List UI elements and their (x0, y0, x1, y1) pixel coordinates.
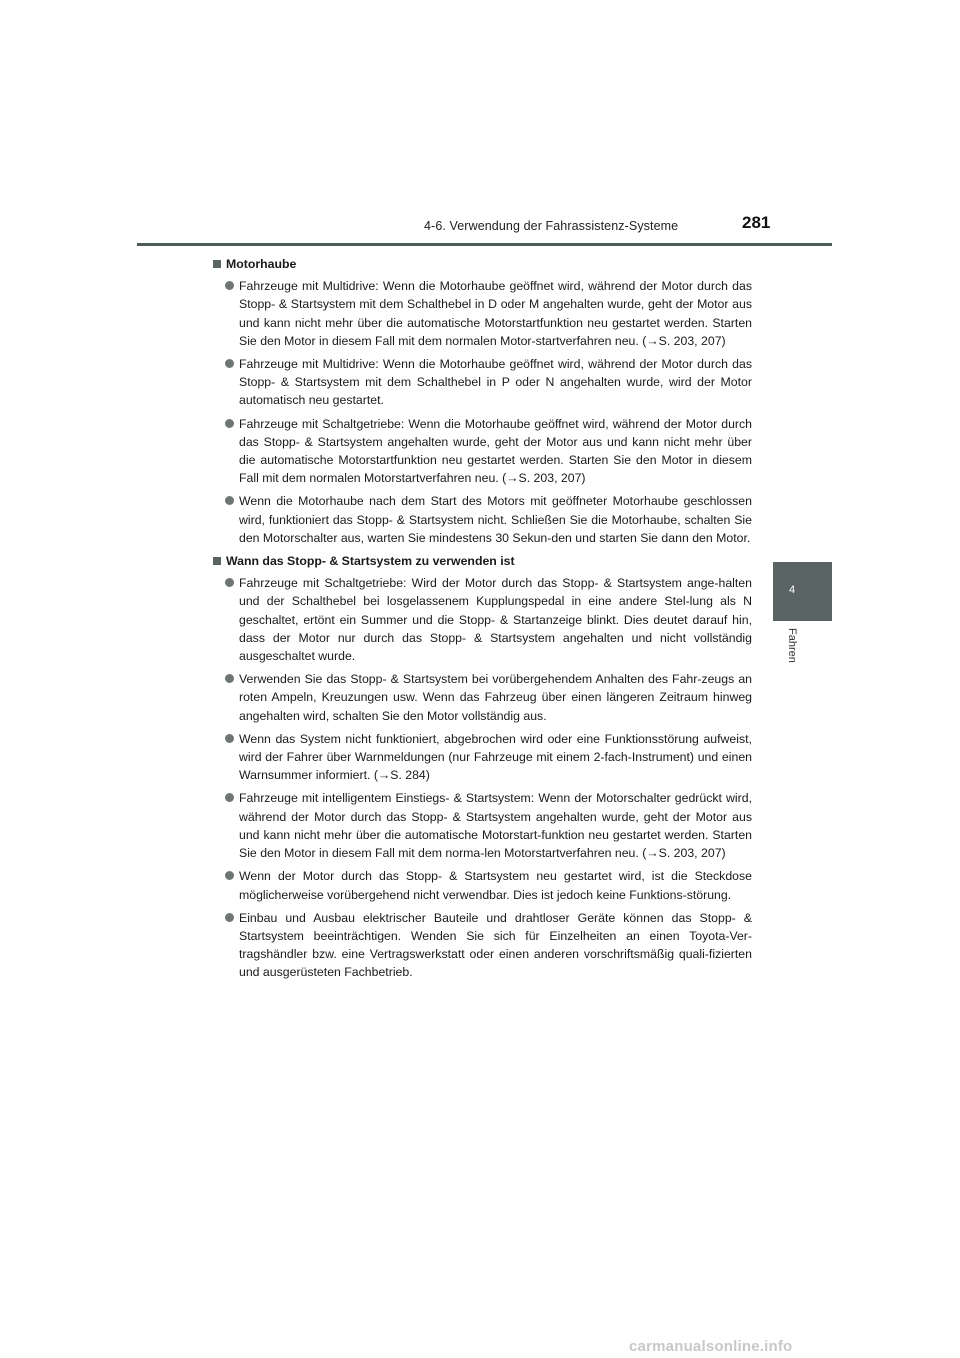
list-item-text: Einbau und Ausbau elektrischer Bauteile und drahtloser Geräte können das Stopp- & Startsystem beeinträchtigen. Wenden Sie sich für Einzelheiten an einen Toyota-Ver-tragshändler bzw. eine Vertragswerkstatt oder einen anderen vorschriftsmäßig quali-fizierten und ausgerüsteten Fachbetrieb. (239, 910, 752, 980)
chapter-tab (773, 562, 832, 621)
list-item-text: Fahrzeuge mit Multidrive: Wenn die Motorhaube geöffnet wird, während der Motor durch das Stopp- & Startsystem mit dem Schalthebel in P oder N angehalten wurde, wird der Motor automatisch neu gestartet. (239, 357, 752, 408)
section-heading-motorhaube (212, 255, 752, 273)
circle-bullet-icon (225, 419, 234, 428)
list-item-text: Wenn das System nicht funktioniert, abgebrochen wird oder eine Funktionsstörung aufweist, wird der Fahrer über Warnmeldungen (nur Fahrzeuge mit einem 2-fach-Instrument) und einen Warnsummer informiert. (→S. 284) (239, 731, 752, 783)
page-number: 281 (742, 213, 771, 232)
list-item (212, 492, 752, 547)
list-item-text: Verwenden Sie das Stopp- & Startsystem bei vorübergehendem Anhalten des Fahr-zeugs an roten Ampeln, Kreuzungen usw. Wenn das Fahrzeug über einen längeren Zeitraum hinweg angehalten wird, schalten Sie den Motor vollständig aus. (239, 672, 752, 723)
list-item-text: Fahrzeuge mit Schaltgetriebe: Wenn die Motorhaube geöffnet wird, während der Motor durch das Stopp- & Startsystem angehalten wurde, geht der Motor aus und kann nicht mehr über die automatische Motorstartfunktion neu gestartet werden. Starten Sie den Motor in diesem Fall mit dem normalen Motorstartverfahren neu. (→S. 203, 207) (239, 416, 752, 486)
list-item-text: Wenn der Motor durch das Stopp- & Startsystem neu gestartet wird, ist die Steckdose möglicherweise vorübergehend nicht verwendbar. Dies ist jedoch keine Funktions-störung. (239, 869, 752, 902)
square-bullet-icon (213, 557, 221, 565)
list-item (212, 909, 752, 982)
page-content (212, 255, 752, 987)
list-item (212, 867, 752, 903)
list-item-text: Wenn die Motorhaube nach dem Start des Motors mit geöffneter Motorhaube geschlossen wird, funktioniert das Stopp- & Startsystem nicht. Schließen Sie die Motorhaube, schalten Sie den Motorschalter aus, warten Sie mindestens 30 Sekun-den und starten Sie dann den Motor. (239, 494, 752, 545)
list-item-text: Fahrzeuge mit intelligentem Einstiegs- & Startsystem: Wenn der Motorschalter gedrückt wird, während der Motor durch das Stopp- & Startsystem angehalten wurde, geht der Motor aus und kann nicht mehr über die automatische Motorstart-funktion neu gestartet werden. Starten Sie den Motor in diesem Fall mit dem norma-len Motorstartverfahren neu. (→S. 203, 207) (239, 791, 752, 861)
circle-bullet-icon (225, 793, 234, 802)
section-heading-text: Wann das Stopp- & Startsystem zu verwenden ist (226, 554, 515, 569)
list-item (212, 789, 752, 862)
section-heading-usage (212, 552, 752, 570)
watermark: carmanualsonline.info (629, 1338, 793, 1355)
circle-bullet-icon (225, 496, 234, 505)
list-item (212, 730, 752, 785)
circle-bullet-icon (225, 913, 234, 922)
list-item (212, 574, 752, 665)
header-divider (137, 243, 832, 246)
list-item (212, 355, 752, 410)
list-item (212, 415, 752, 488)
chapter-number: 4 (789, 584, 796, 596)
circle-bullet-icon (225, 871, 234, 880)
list-item-text: Fahrzeuge mit Multidrive: Wenn die Motorhaube geöffnet wird, während der Motor durch das Stopp- & Startsystem mit dem Schalthebel in D oder M angehalten wurde, geht der Motor aus und kann nicht mehr über die automatische Motorstartfunktion neu gestartet werden. Starten Sie den Motor in diesem Fall mit dem normalen Motor-startverfahren neu. (→S. 203, 207) (239, 279, 752, 348)
header-section-title: 4-6. Verwendung der Fahrassistenz-Systeme (424, 219, 679, 233)
circle-bullet-icon (225, 734, 234, 743)
circle-bullet-icon (225, 578, 234, 587)
chapter-label-container (786, 628, 798, 678)
circle-bullet-icon (225, 281, 234, 290)
list-item (212, 277, 752, 350)
square-bullet-icon (213, 260, 221, 268)
list-item (212, 670, 752, 725)
list-item-text: Fahrzeuge mit Schaltgetriebe: Wird der Motor durch das Stopp- & Startsystem ange-halten und der Schalthebel bei losgelassenem Kupplungspedal in eine andere Stel-lung als N geschaltet, ertönt ein Summer und die Stopp- & Startanzeige blinkt. Dies deutet darauf hin, dass der Motor nur durch das Stopp- & Startsystem angehalten und nicht vollständig ausgeschaltet wurde. (239, 576, 752, 664)
section-heading-text: Motorhaube (226, 257, 297, 271)
chapter-label: Fahren (786, 628, 798, 663)
circle-bullet-icon (225, 674, 234, 683)
circle-bullet-icon (225, 359, 234, 368)
